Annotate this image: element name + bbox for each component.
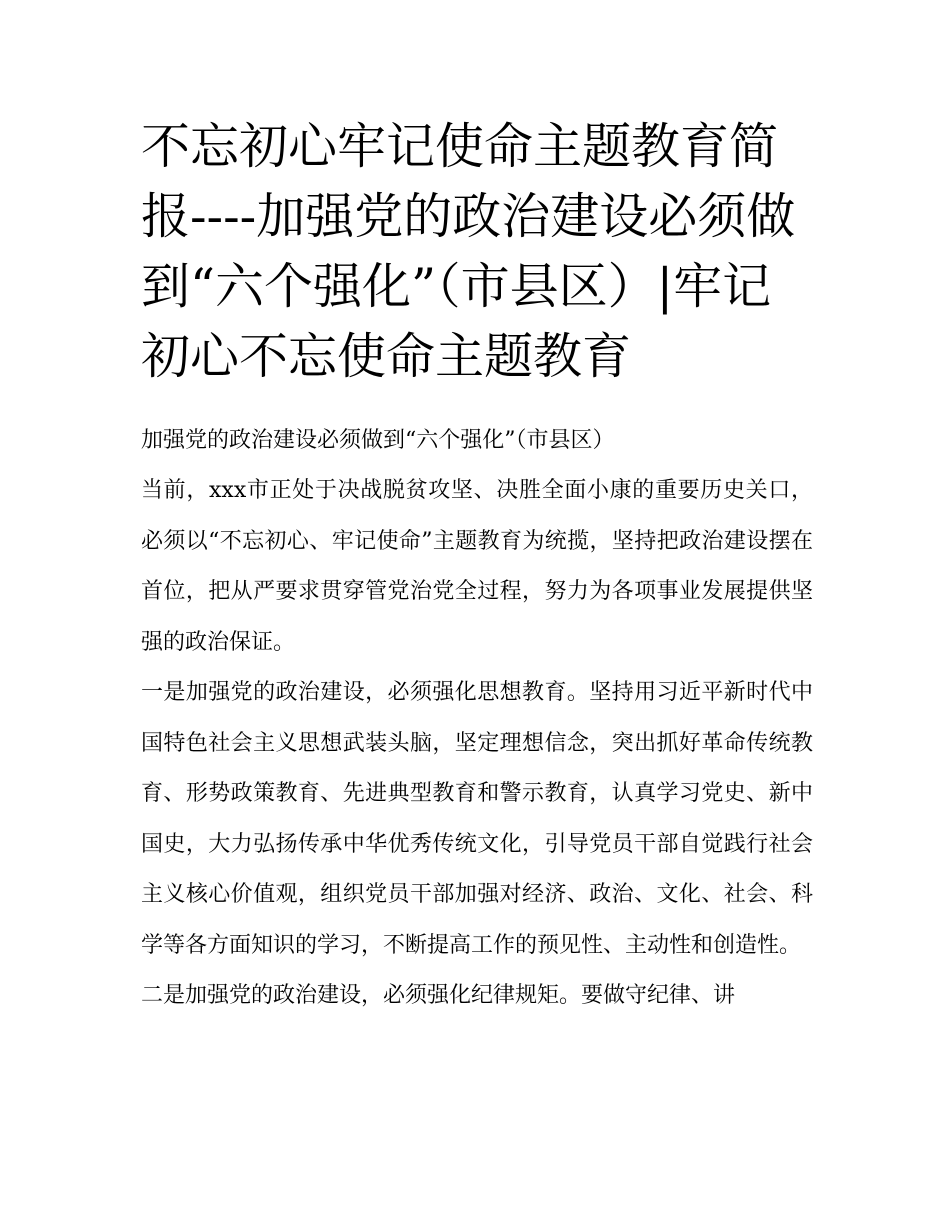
paragraph-point-one: 一是加强党的政治建设，必须强化思想教育。坚持用习近平新时代中国特色社会主义思想武装头脑，坚定理想信念，突出抓好革命传统教育、形势政策教育、先进典型教育和警示教育，认真学习党史、新中国史，大力弘扬传承中华优秀传统文化，引导党员干部自觉践行社会主义核心价值观，组织党员干部加强对经济、政治、文化、社会、科学等各方面知识的学习，不断提高工作的预见性、主动性和创造性。 bbox=[141, 680, 813, 958]
paragraph-point-two: 二是加强党的政治建设，必须强化纪律规矩。要做守纪律、讲 bbox=[141, 983, 736, 1008]
paragraph-intro: 当前，xxx市正处于决战脱贫攻坚、决胜全面小康的重要历史关口，必须以“不忘初心、牢记使命”主题教育为统揽，坚持把政治建设摆在首位，把从严要求贯穿管党治党全过程，努力为各项事业发展提供坚强的政治保证。 bbox=[141, 478, 813, 655]
document-subtitle: 加强党的政治建设必须做到“六个强化”（市县区） bbox=[141, 428, 615, 453]
document-body bbox=[141, 112, 813, 1022]
document-title: 不忘初心牢记使命主题教育简报----加强党的政治建设必须做到“六个强化”（市县区）|牢记初心不忘使命主题教育 bbox=[141, 118, 796, 385]
